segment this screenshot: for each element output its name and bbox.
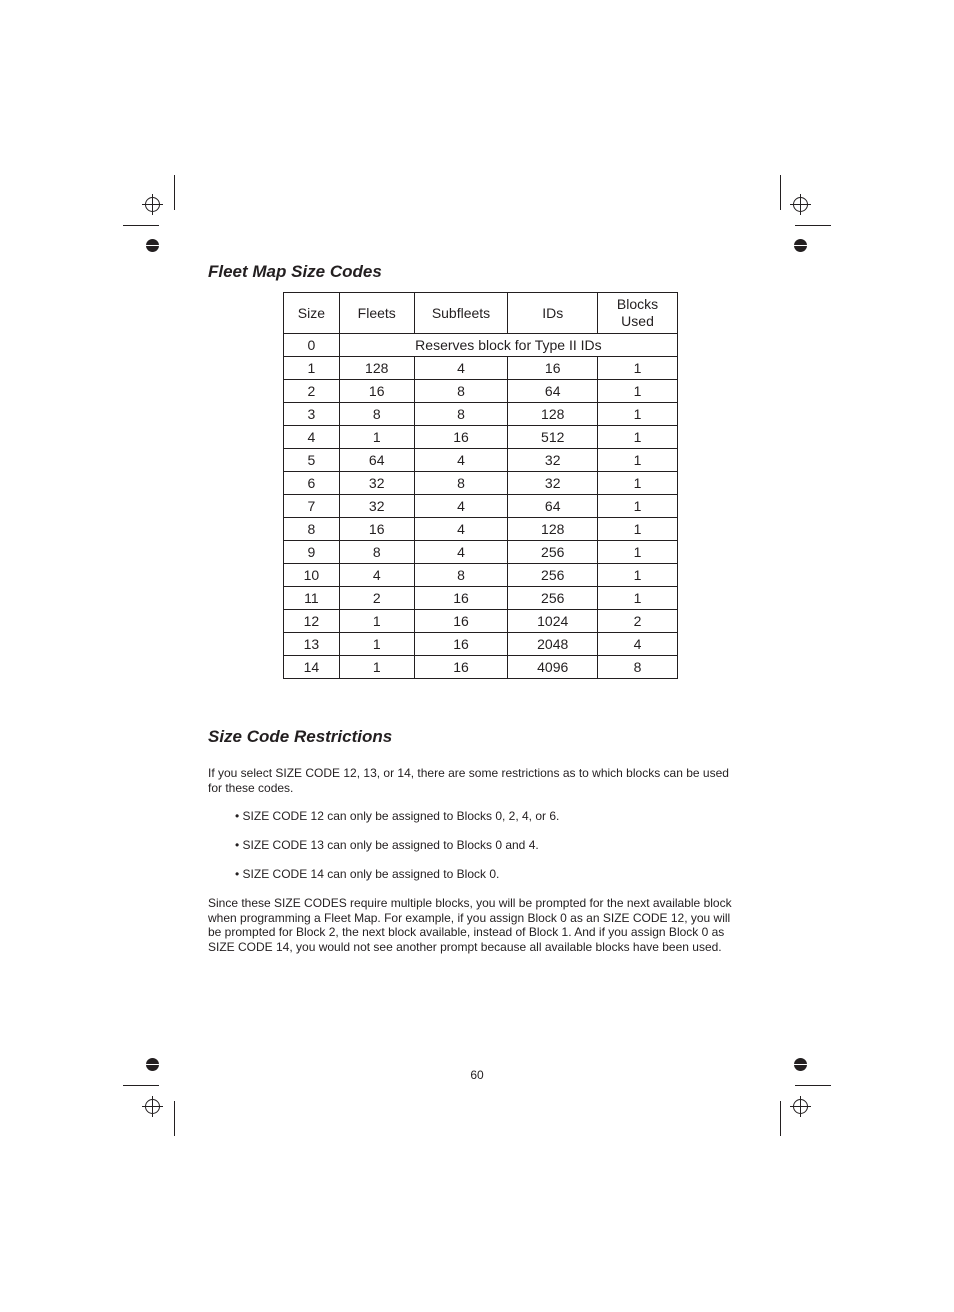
- table-cell: 1: [598, 495, 678, 518]
- table-cell: 128: [508, 403, 598, 426]
- table-cell: 4: [414, 449, 508, 472]
- registration-crosshair-icon: [145, 1099, 160, 1114]
- table-row: [284, 380, 678, 403]
- table-row: [284, 587, 678, 610]
- table-cell: 4: [339, 564, 414, 587]
- table-cell: 1: [339, 426, 414, 449]
- table-cell: 16: [414, 656, 508, 679]
- table-row: [284, 564, 678, 587]
- bullet-item: • SIZE CODE 14 can only be assigned to Block 0.: [235, 867, 500, 881]
- table-cell: 4: [414, 357, 508, 380]
- table-cell: 1: [339, 610, 414, 633]
- table-cell: 1: [598, 541, 678, 564]
- table-cell: 8: [598, 656, 678, 679]
- table-cell: 11: [284, 587, 340, 610]
- restrictions-closing: Since these SIZE CODES require multiple blocks, you will be prompted for the next available block when programming a Fleet Map. For example, if you assign Block 0 as an SIZE CODE 12, you will be prompted for Block 2, the next block available, instead of Block 1. And if you assign Block 0 as SIZE CODE 14, you would not see another prompt because all available blocks have been used.: [208, 896, 732, 954]
- table-cell: 9: [284, 541, 340, 564]
- table-cell: 4: [414, 495, 508, 518]
- table-cell: 64: [508, 380, 598, 403]
- table-cell: 1: [339, 633, 414, 656]
- crop-line: [780, 175, 781, 210]
- table-cell: 7: [284, 495, 340, 518]
- table-cell: 10: [284, 564, 340, 587]
- crop-line: [780, 1101, 781, 1136]
- table-cell: 256: [508, 541, 598, 564]
- table-cell: 1: [598, 449, 678, 472]
- crop-line: [123, 1085, 159, 1086]
- table-cell: 16: [508, 357, 598, 380]
- table-row: [284, 403, 678, 426]
- table-row: [284, 541, 678, 564]
- registration-crosshair-icon: [793, 1099, 808, 1114]
- table-cell: 8: [414, 564, 508, 587]
- bullet-item: • SIZE CODE 13 can only be assigned to Blocks 0 and 4.: [235, 838, 539, 852]
- crop-line: [795, 1085, 831, 1086]
- table-cell: 1: [598, 403, 678, 426]
- table-cell: 64: [508, 495, 598, 518]
- table-cell: 2: [339, 587, 414, 610]
- registration-crosshair-icon: [145, 197, 160, 212]
- table-cell: 1: [598, 357, 678, 380]
- table-cell: 13: [284, 633, 340, 656]
- table-cell: 14: [284, 656, 340, 679]
- restrictions-heading: Size Code Restrictions: [208, 727, 393, 746]
- table-cell: 8: [414, 380, 508, 403]
- table-cell: 8: [284, 518, 340, 541]
- table-cell: 4: [284, 426, 340, 449]
- table-cell: 2: [284, 380, 340, 403]
- table-cell: 16: [339, 518, 414, 541]
- table-row-reserved: [284, 334, 678, 357]
- table-cell: 4096: [508, 656, 598, 679]
- registration-dot-icon: [794, 239, 807, 252]
- table-cell: 1: [598, 426, 678, 449]
- column-header-fleets: Fleets: [339, 293, 414, 334]
- table-cell: 1: [598, 564, 678, 587]
- table-row: [284, 449, 678, 472]
- table-cell: 256: [508, 587, 598, 610]
- table-cell: 32: [339, 472, 414, 495]
- table-cell: 16: [414, 587, 508, 610]
- column-header-blocks-used: Blocks Used: [598, 293, 678, 334]
- table-row: [284, 357, 678, 380]
- table-cell: 256: [508, 564, 598, 587]
- table-row: [284, 610, 678, 633]
- crop-line: [795, 225, 831, 226]
- table-cell: 1: [598, 518, 678, 541]
- fleet-map-heading: Fleet Map Size Codes: [208, 262, 382, 281]
- table-cell: 8: [414, 403, 508, 426]
- table-cell: 64: [339, 449, 414, 472]
- table-cell: 1024: [508, 610, 598, 633]
- table-cell: 12: [284, 610, 340, 633]
- table-row: [284, 426, 678, 449]
- size-codes-table: [283, 292, 678, 679]
- table-cell: 1: [339, 656, 414, 679]
- table-cell: 6: [284, 472, 340, 495]
- table-cell: 32: [508, 472, 598, 495]
- table-cell: 16: [414, 633, 508, 656]
- column-header-subfleets: Subfleets: [414, 293, 508, 334]
- table-cell: 16: [339, 380, 414, 403]
- table-cell: 5: [284, 449, 340, 472]
- table-cell: 16: [414, 426, 508, 449]
- registration-crosshair-icon: [793, 197, 808, 212]
- column-header-ids: IDs: [508, 293, 598, 334]
- table-header-row: [284, 293, 678, 334]
- table-cell: 512: [508, 426, 598, 449]
- table-cell: 1: [598, 472, 678, 495]
- reserved-note: Reserves block for Type II IDs: [339, 334, 677, 357]
- page-number: 60: [470, 1068, 484, 1082]
- crop-line: [174, 1101, 175, 1136]
- table-row: [284, 472, 678, 495]
- crop-line: [123, 225, 159, 226]
- table-cell: 128: [339, 357, 414, 380]
- column-header-size: Size: [284, 293, 340, 334]
- table-row: [284, 495, 678, 518]
- table-cell: 0: [284, 334, 340, 357]
- table-cell: 16: [414, 610, 508, 633]
- table-cell: 2: [598, 610, 678, 633]
- table-cell: 8: [414, 472, 508, 495]
- table-cell: 4: [598, 633, 678, 656]
- table-row: [284, 633, 678, 656]
- crop-line: [174, 175, 175, 210]
- table-row: [284, 656, 678, 679]
- table-cell: 2048: [508, 633, 598, 656]
- registration-dot-icon: [146, 239, 159, 252]
- restrictions-intro: If you select SIZE CODE 12, 13, or 14, there are some restrictions as to which blocks can be used for these codes.: [208, 766, 729, 795]
- table-cell: 8: [339, 403, 414, 426]
- table-cell: 1: [598, 587, 678, 610]
- table-cell: 32: [339, 495, 414, 518]
- table-cell: 8: [339, 541, 414, 564]
- table-cell: 1: [284, 357, 340, 380]
- table-row: [284, 518, 678, 541]
- table-cell: 4: [414, 541, 508, 564]
- table-cell: 4: [414, 518, 508, 541]
- bullet-item: • SIZE CODE 12 can only be assigned to Blocks 0, 2, 4, or 6.: [235, 809, 560, 823]
- table-cell: 32: [508, 449, 598, 472]
- table-cell: 1: [598, 380, 678, 403]
- table-cell: 3: [284, 403, 340, 426]
- table-cell: 128: [508, 518, 598, 541]
